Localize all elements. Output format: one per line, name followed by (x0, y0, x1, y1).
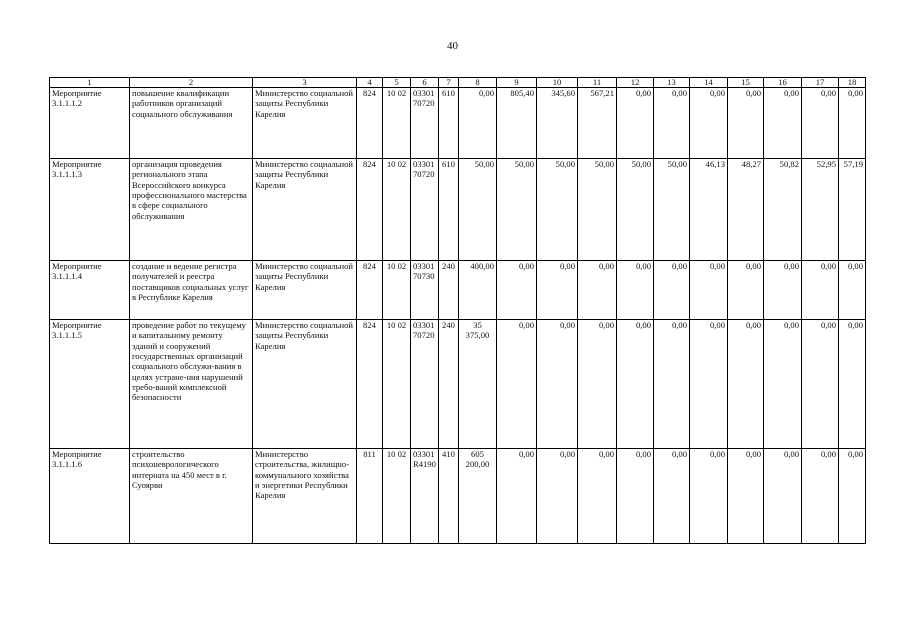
value-cell: 0,00 (728, 88, 764, 159)
value-cell: 0,00 (497, 320, 537, 449)
agency-cell: Министерство социальной защиты Республики Карелия (253, 320, 357, 449)
value-cell: 0,00 (654, 449, 690, 544)
value-cell: 0,00 (617, 320, 654, 449)
column-header: 6 (411, 78, 439, 88)
table-row (50, 88, 866, 159)
value-cell: 0,00 (578, 320, 617, 449)
value-cell: 0,00 (578, 449, 617, 544)
column-header: 9 (497, 78, 537, 88)
value-cell: 0,00 (578, 261, 617, 320)
column-header: 4 (357, 78, 383, 88)
value-cell: 0,00 (839, 261, 866, 320)
column-header: 5 (383, 78, 411, 88)
measure-cell: Мероприятие 3.1.1.1.6 (50, 449, 130, 544)
value-cell: 0,00 (690, 449, 728, 544)
value-cell: 605 200,00 (459, 449, 497, 544)
column-header: 8 (459, 78, 497, 88)
measure-cell: Мероприятие 3.1.1.1.3 (50, 159, 130, 261)
value-cell: 50,00 (497, 159, 537, 261)
value-cell: 0,00 (728, 449, 764, 544)
code-cell: 03301 70720 (411, 320, 439, 449)
value-cell: 0,00 (802, 449, 839, 544)
code-cell: 10 02 (383, 159, 411, 261)
value-cell: 0,00 (537, 320, 578, 449)
budget-table (49, 77, 866, 544)
table-row (50, 261, 866, 320)
code-cell: 03301 70720 (411, 159, 439, 261)
agency-cell: Министерство социальной защиты Республики Карелия (253, 159, 357, 261)
value-cell: 52,95 (802, 159, 839, 261)
value-cell: 46,13 (690, 159, 728, 261)
value-cell: 50,00 (537, 159, 578, 261)
value-cell: 0,00 (617, 261, 654, 320)
column-header: 16 (764, 78, 802, 88)
column-header: 10 (537, 78, 578, 88)
value-cell: 0,00 (839, 88, 866, 159)
page-number: 40 (447, 40, 458, 52)
value-cell: 50,82 (764, 159, 802, 261)
value-cell: 0,00 (802, 320, 839, 449)
agency-cell: Министерство социальной защиты Республики Карелия (253, 261, 357, 320)
code-cell: 410 (439, 449, 459, 544)
agency-cell: Министерство строительства, жилищно-коммунального хозяйства и энергетики Республики Карелия (253, 449, 357, 544)
value-cell: 0,00 (764, 88, 802, 159)
description-cell: строительство психоневрологического интерната на 450 мест в г. Суоярви (130, 449, 253, 544)
value-cell: 0,00 (654, 320, 690, 449)
value-cell: 48,27 (728, 159, 764, 261)
value-cell: 0,00 (654, 261, 690, 320)
column-header: 3 (253, 78, 357, 88)
value-cell: 0,00 (839, 449, 866, 544)
column-header: 7 (439, 78, 459, 88)
value-cell: 0,00 (802, 88, 839, 159)
code-cell: 240 (439, 261, 459, 320)
code-cell: 824 (357, 159, 383, 261)
value-cell: 0,00 (537, 261, 578, 320)
value-cell: 0,00 (764, 449, 802, 544)
value-cell: 0,00 (690, 320, 728, 449)
value-cell: 0,00 (537, 449, 578, 544)
code-cell: 824 (357, 88, 383, 159)
code-cell: 03301 R4190 (411, 449, 439, 544)
value-cell: 0,00 (459, 88, 497, 159)
value-cell: 0,00 (839, 320, 866, 449)
measure-cell: Мероприятие 3.1.1.1.5 (50, 320, 130, 449)
code-cell: 03301 70720 (411, 88, 439, 159)
value-cell: 567,21 (578, 88, 617, 159)
column-header: 17 (802, 78, 839, 88)
agency-cell: Министерство социальной защиты Республики Карелия (253, 88, 357, 159)
measure-cell: Мероприятие 3.1.1.1.4 (50, 261, 130, 320)
table-row (50, 449, 866, 544)
value-cell: 0,00 (728, 320, 764, 449)
code-cell: 824 (357, 320, 383, 449)
code-cell: 811 (357, 449, 383, 544)
value-cell: 50,00 (459, 159, 497, 261)
value-cell: 0,00 (654, 88, 690, 159)
column-header: 14 (690, 78, 728, 88)
value-cell: 400,00 (459, 261, 497, 320)
code-cell: 10 02 (383, 88, 411, 159)
value-cell: 0,00 (497, 261, 537, 320)
column-header: 11 (578, 78, 617, 88)
value-cell: 0,00 (617, 449, 654, 544)
code-cell: 824 (357, 261, 383, 320)
code-cell: 240 (439, 320, 459, 449)
value-cell: 0,00 (728, 261, 764, 320)
value-cell: 0,00 (617, 88, 654, 159)
table-row (50, 159, 866, 261)
description-cell: создание и ведение регистра получателей и реестра поставщиков социальных услуг в Республике Карелия (130, 261, 253, 320)
code-cell: 10 02 (383, 261, 411, 320)
column-header: 15 (728, 78, 764, 88)
code-cell: 03301 70730 (411, 261, 439, 320)
value-cell: 50,00 (654, 159, 690, 261)
column-header: 13 (654, 78, 690, 88)
column-header: 18 (839, 78, 866, 88)
value-cell: 57,19 (839, 159, 866, 261)
column-header: 2 (130, 78, 253, 88)
value-cell: 0,00 (764, 320, 802, 449)
value-cell: 35 375,00 (459, 320, 497, 449)
code-cell: 10 02 (383, 320, 411, 449)
value-cell: 0,00 (690, 88, 728, 159)
value-cell: 0,00 (497, 449, 537, 544)
value-cell: 0,00 (764, 261, 802, 320)
code-cell: 10 02 (383, 449, 411, 544)
table-row (50, 320, 866, 449)
description-cell: проведение работ по текущему и капитальному ремонту зданий и сооружений государственных организаций социального обслужи-вания в целях устране-ния нарушений требо-ваний комплексной безопасности (130, 320, 253, 449)
value-cell: 805,40 (497, 88, 537, 159)
value-cell: 50,00 (617, 159, 654, 261)
value-cell: 0,00 (802, 261, 839, 320)
code-cell: 610 (439, 159, 459, 261)
column-header: 1 (50, 78, 130, 88)
value-cell: 345,60 (537, 88, 578, 159)
value-cell: 50,00 (578, 159, 617, 261)
code-cell: 610 (439, 88, 459, 159)
description-cell: повышение квалификации работников организаций социального обслуживания (130, 88, 253, 159)
measure-cell: Мероприятие 3.1.1.1.2 (50, 88, 130, 159)
header-row (50, 78, 866, 88)
value-cell: 0,00 (690, 261, 728, 320)
column-header: 12 (617, 78, 654, 88)
description-cell: организация проведения регионального этапа Всероссийского конкурса профессионального мастерства в сфере социального обслуживания (130, 159, 253, 261)
